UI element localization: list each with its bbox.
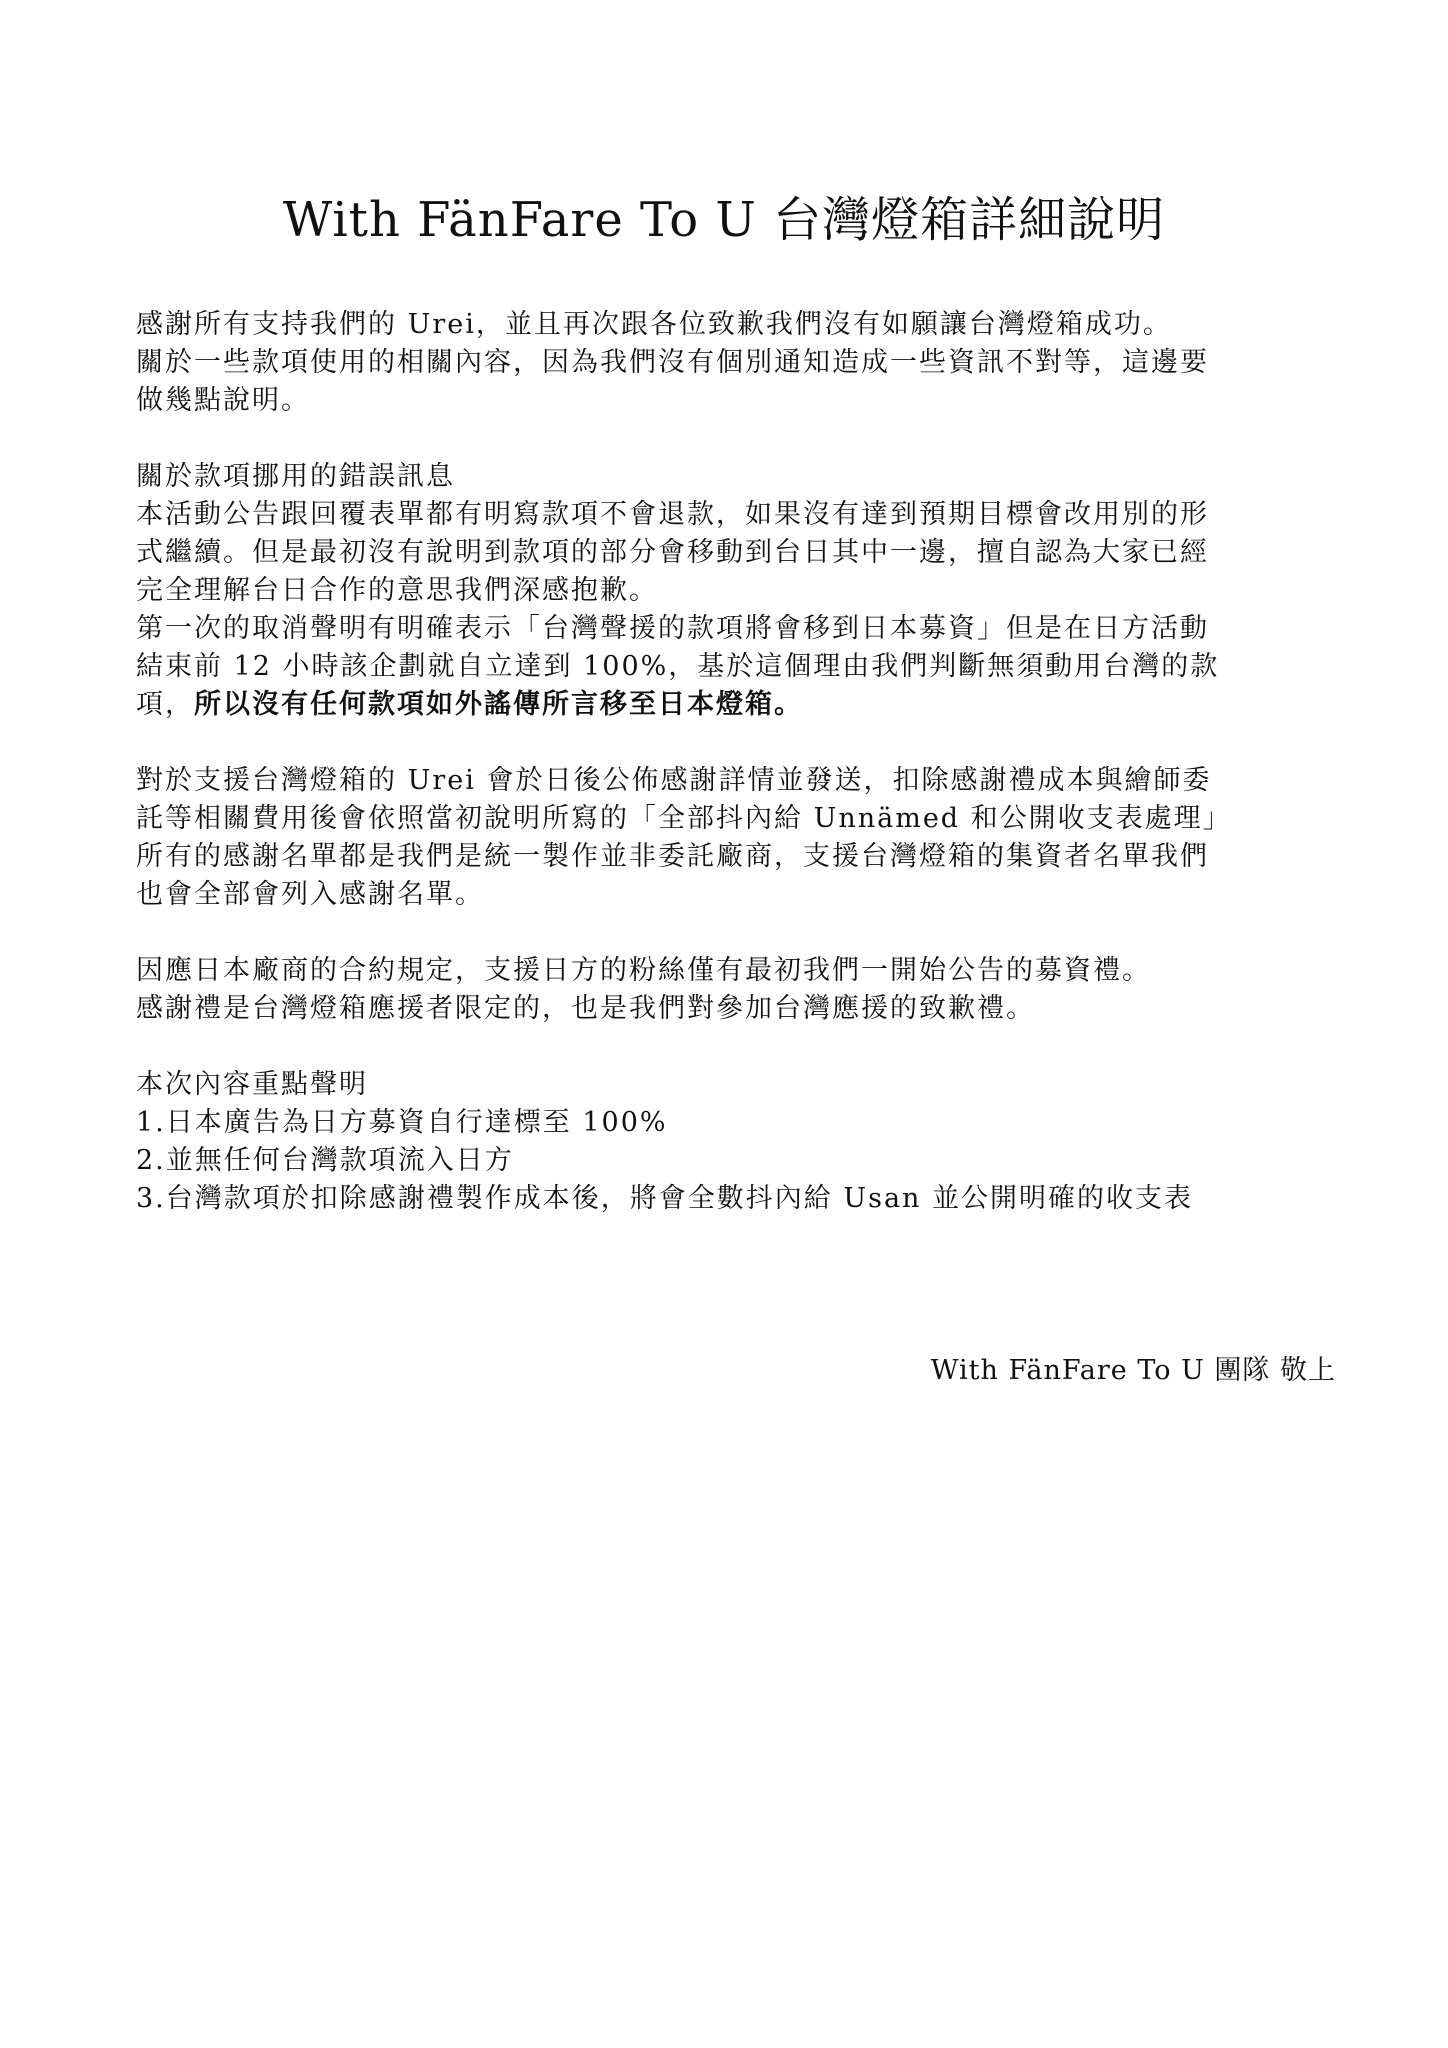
text-line: 關於一些款項使用的相關內容，因為我們沒有個別通知造成一些資訊不對等，這邊要 [136, 347, 1209, 378]
text-line-with-emphasis [136, 686, 1336, 724]
text-line: 感謝禮是台灣燈箱應援者限定的，也是我們對參加台灣應援的致歉禮。 [136, 993, 1035, 1024]
text-line: 本活動公告跟回覆表單都有明寫款項不會退款，如果沒有達到預期目標會改用別的形 [136, 499, 1209, 530]
text-line: 所有的感謝名單都是我們是統一製作並非委託廠商，支援台灣燈箱的集資者名單我們 [136, 841, 1209, 872]
summary-item: 2.並無任何台灣款項流入日方 [136, 1145, 514, 1176]
text-line: 做幾點說明。 [136, 385, 310, 416]
japan-contract-section [136, 952, 1336, 1028]
thanks-gift-section [136, 762, 1336, 914]
paragraph-gap [136, 420, 1336, 458]
text-line: 因應日本廠商的合約規定，支援日方的粉絲僅有最初我們一開始公告的募資禮。 [136, 955, 1151, 986]
summary-item: 1.日本廣告為日方募資自行達標至 100% [136, 1107, 668, 1138]
text-line: 也會全部會列入感謝名單。 [136, 879, 484, 910]
paragraph-gap [136, 914, 1336, 952]
section-heading: 關於款項挪用的錯誤訊息 [136, 461, 455, 492]
paragraph-gap [136, 1028, 1336, 1066]
intro-paragraph [136, 306, 1336, 420]
text-line: 對於支援台灣燈箱的 Urei 會於日後公佈感謝詳情並發送，扣除感謝禮成本與繪師委 [136, 765, 1212, 796]
text-line: 結束前 12 小時該企劃就自立達到 100%，基於這個理由我們判斷無須動用台灣的款 [136, 651, 1220, 682]
text-line: 完全理解台日合作的意思我們深感抱歉。 [136, 575, 658, 606]
payment-misuse-section [136, 458, 1336, 724]
text-line: 託等相關費用後會依照當初說明所寫的「全部抖內給 Unnämed 和公開收支表處理」 [136, 803, 1232, 834]
summary-section [136, 1066, 1336, 1218]
summary-item: 3.台灣款項於扣除感謝禮製作成本後，將會全數抖內給 Usan 並公開明確的收支表 [136, 1183, 1194, 1214]
paragraph-gap [136, 724, 1336, 762]
text-line-prefix: 項， [136, 689, 194, 720]
emphasis-statement: 所以沒有任何款項如外謠傳所言移至日本燈箱。 [194, 689, 803, 720]
signature: With FänFare To U 團隊 敬上 [930, 1355, 1336, 1386]
document-title: With FänFare To U 台灣燈箱詳細說明 [282, 192, 1166, 248]
text-line: 感謝所有支持我們的 Urei，並且再次跟各位致歉我們沒有如願讓台灣燈箱成功。 [136, 309, 1172, 340]
document-body [136, 306, 1336, 1218]
text-line: 式繼續。但是最初沒有說明到款項的部分會移動到台日其中一邊，擅自認為大家已經 [136, 537, 1209, 568]
text-line: 第一次的取消聲明有明確表示「台灣聲援的款項將會移到日本募資」但是在日方活動 [136, 613, 1209, 644]
summary-heading: 本次內容重點聲明 [136, 1069, 368, 1100]
